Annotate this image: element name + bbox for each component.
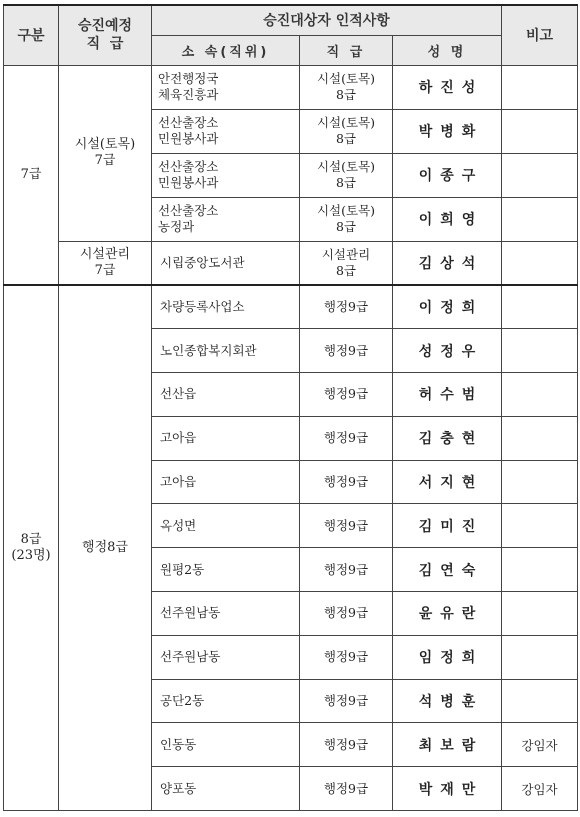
current-grade-line: 행정9급	[323, 342, 369, 358]
current-grade-line: 행정9급	[323, 649, 369, 665]
current-grade-line: 행정9급	[323, 517, 369, 533]
name-cell: 박재만	[393, 767, 502, 811]
name-cell: 성정우	[393, 329, 502, 373]
remarks-cell	[502, 197, 578, 241]
current-grade-line: 행정9급	[323, 299, 369, 315]
current-grade-cell	[300, 65, 393, 109]
current-grade-line: 행정9급	[323, 561, 369, 577]
current-grade-line: 시설(토목)	[316, 115, 376, 130]
name-cell: 이희영	[393, 197, 502, 241]
current-grade-cell	[300, 416, 393, 460]
header-target-grade	[59, 5, 152, 65]
target-grade-line: 시설관리	[79, 246, 131, 262]
current-grade-cell	[300, 460, 393, 504]
header-row-1	[4, 5, 578, 35]
affiliation-cell: 차량등록사업소	[152, 285, 300, 329]
remarks-cell	[502, 460, 578, 504]
current-grade-line: 8급	[335, 219, 357, 234]
remarks-cell	[502, 153, 578, 197]
promotion-candidate-table	[3, 4, 578, 811]
current-grade-cell	[300, 241, 393, 285]
category-line: 8급	[20, 532, 42, 548]
category-line: 7급	[20, 166, 42, 182]
remarks-cell	[502, 285, 578, 329]
current-grade-cell	[300, 285, 393, 329]
affiliation-line: 체육진흥과	[158, 87, 219, 102]
current-grade-line: 행정9급	[323, 605, 369, 621]
current-grade-line: 8급	[335, 131, 357, 146]
current-grade-line: 시설관리	[321, 246, 371, 262]
current-grade-cell	[300, 197, 393, 241]
remarks-cell	[502, 109, 578, 153]
target-grade-line: 7급	[94, 153, 116, 168]
affiliation-cell: 공단2동	[152, 679, 300, 723]
name-cell: 이종구	[393, 153, 502, 197]
current-grade-cell	[300, 109, 393, 153]
name-cell: 김연숙	[393, 548, 502, 592]
target-grade-line: 행정8급	[82, 540, 128, 556]
current-grade-cell	[300, 635, 393, 679]
affiliation-cell: 양포동	[152, 767, 300, 811]
current-grade-line: 시설(토목)	[316, 71, 376, 86]
current-grade-line: 시설(토목)	[316, 159, 376, 174]
header-remarks: 비고	[502, 5, 578, 65]
remarks-cell: 강임자	[502, 723, 578, 767]
current-grade-line: 행정9급	[323, 386, 369, 402]
affiliation-line: 민원봉사과	[158, 175, 219, 190]
affiliation-cell: 원평2동	[152, 548, 300, 592]
target-grade-cell	[59, 285, 152, 811]
affiliation-line: 민원봉사과	[158, 131, 219, 146]
current-grade-cell	[300, 153, 393, 197]
name-cell: 석병훈	[393, 679, 502, 723]
header-category: 구분	[4, 5, 59, 65]
affiliation-cell	[152, 65, 300, 109]
affiliation-line: 선산출장소	[158, 159, 219, 174]
affiliation-line: 선산출장소	[158, 115, 219, 130]
affiliation-cell: 선주원남동	[152, 635, 300, 679]
name-cell: 이정희	[393, 285, 502, 329]
remarks-cell	[502, 504, 578, 548]
promotion-candidate-table-container	[3, 4, 578, 811]
current-grade-cell	[300, 548, 393, 592]
affiliation-cell	[152, 153, 300, 197]
remarks-cell	[502, 679, 578, 723]
affiliation-cell: 노인종합복지회관	[152, 329, 300, 373]
table-body	[4, 65, 578, 811]
remarks-cell	[502, 373, 578, 417]
affiliation-line: 선산출장소	[158, 203, 219, 218]
current-grade-cell	[300, 723, 393, 767]
affiliation-cell	[152, 197, 300, 241]
current-grade-line: 행정9급	[323, 693, 369, 709]
target-grade-cell	[59, 65, 152, 241]
remarks-cell	[502, 416, 578, 460]
remarks-cell	[502, 329, 578, 373]
category-line: (23명)	[11, 548, 51, 564]
remarks-cell	[502, 241, 578, 285]
affiliation-line: 안전행정국	[158, 71, 219, 86]
remarks-cell	[502, 65, 578, 109]
remarks-cell: 강임자	[502, 767, 578, 811]
current-grade-cell	[300, 329, 393, 373]
header-affiliation: 소 속(직위)	[152, 35, 300, 65]
header-current-grade: 직 급	[300, 35, 393, 65]
name-cell: 서지현	[393, 460, 502, 504]
current-grade-line: 8급	[335, 175, 357, 190]
name-cell: 김상석	[393, 241, 502, 285]
current-grade-cell	[300, 504, 393, 548]
remarks-cell	[502, 592, 578, 636]
name-cell: 윤유란	[393, 592, 502, 636]
target-grade-line: 7급	[94, 262, 116, 278]
affiliation-cell: 고아읍	[152, 416, 300, 460]
current-grade-line: 8급	[335, 262, 357, 278]
name-cell: 최보람	[393, 723, 502, 767]
affiliation-cell: 선산읍	[152, 373, 300, 417]
affiliation-line: 농정과	[158, 219, 195, 234]
table-row	[4, 241, 578, 285]
header-name: 성 명	[393, 35, 502, 65]
name-cell: 김미진	[393, 504, 502, 548]
table-row	[4, 285, 578, 329]
remarks-cell	[502, 548, 578, 592]
affiliation-cell: 인동동	[152, 723, 300, 767]
current-grade-line: 행정9급	[323, 736, 369, 752]
affiliation-cell: 선주원남동	[152, 592, 300, 636]
affiliation-cell: 옥성면	[152, 504, 300, 548]
category-cell	[4, 285, 59, 811]
affiliation-cell: 시립중앙도서관	[152, 241, 300, 285]
current-grade-cell	[300, 373, 393, 417]
target-grade-line: 시설(토목)	[74, 137, 136, 152]
remarks-cell	[502, 635, 578, 679]
name-cell: 허수범	[393, 373, 502, 417]
name-cell: 김충현	[393, 416, 502, 460]
name-cell: 하진성	[393, 65, 502, 109]
current-grade-cell	[300, 767, 393, 811]
header-candidate-info: 승진대상자 인적사항	[152, 5, 502, 35]
current-grade-cell	[300, 592, 393, 636]
category-cell	[4, 65, 59, 285]
current-grade-line: 행정9급	[323, 780, 369, 796]
name-cell: 박병화	[393, 109, 502, 153]
current-grade-line: 8급	[335, 87, 357, 102]
current-grade-line: 시설(토목)	[316, 203, 376, 218]
target-grade-cell	[59, 241, 152, 285]
affiliation-cell: 고아읍	[152, 460, 300, 504]
name-cell: 임정희	[393, 635, 502, 679]
header-target-grade-line1: 승진예정	[77, 18, 133, 35]
header-target-grade-line2: 직 급	[86, 36, 124, 53]
affiliation-cell	[152, 109, 300, 153]
current-grade-line: 행정9급	[323, 474, 369, 490]
current-grade-cell	[300, 679, 393, 723]
table-row	[4, 65, 578, 109]
current-grade-line: 행정9급	[323, 430, 369, 446]
